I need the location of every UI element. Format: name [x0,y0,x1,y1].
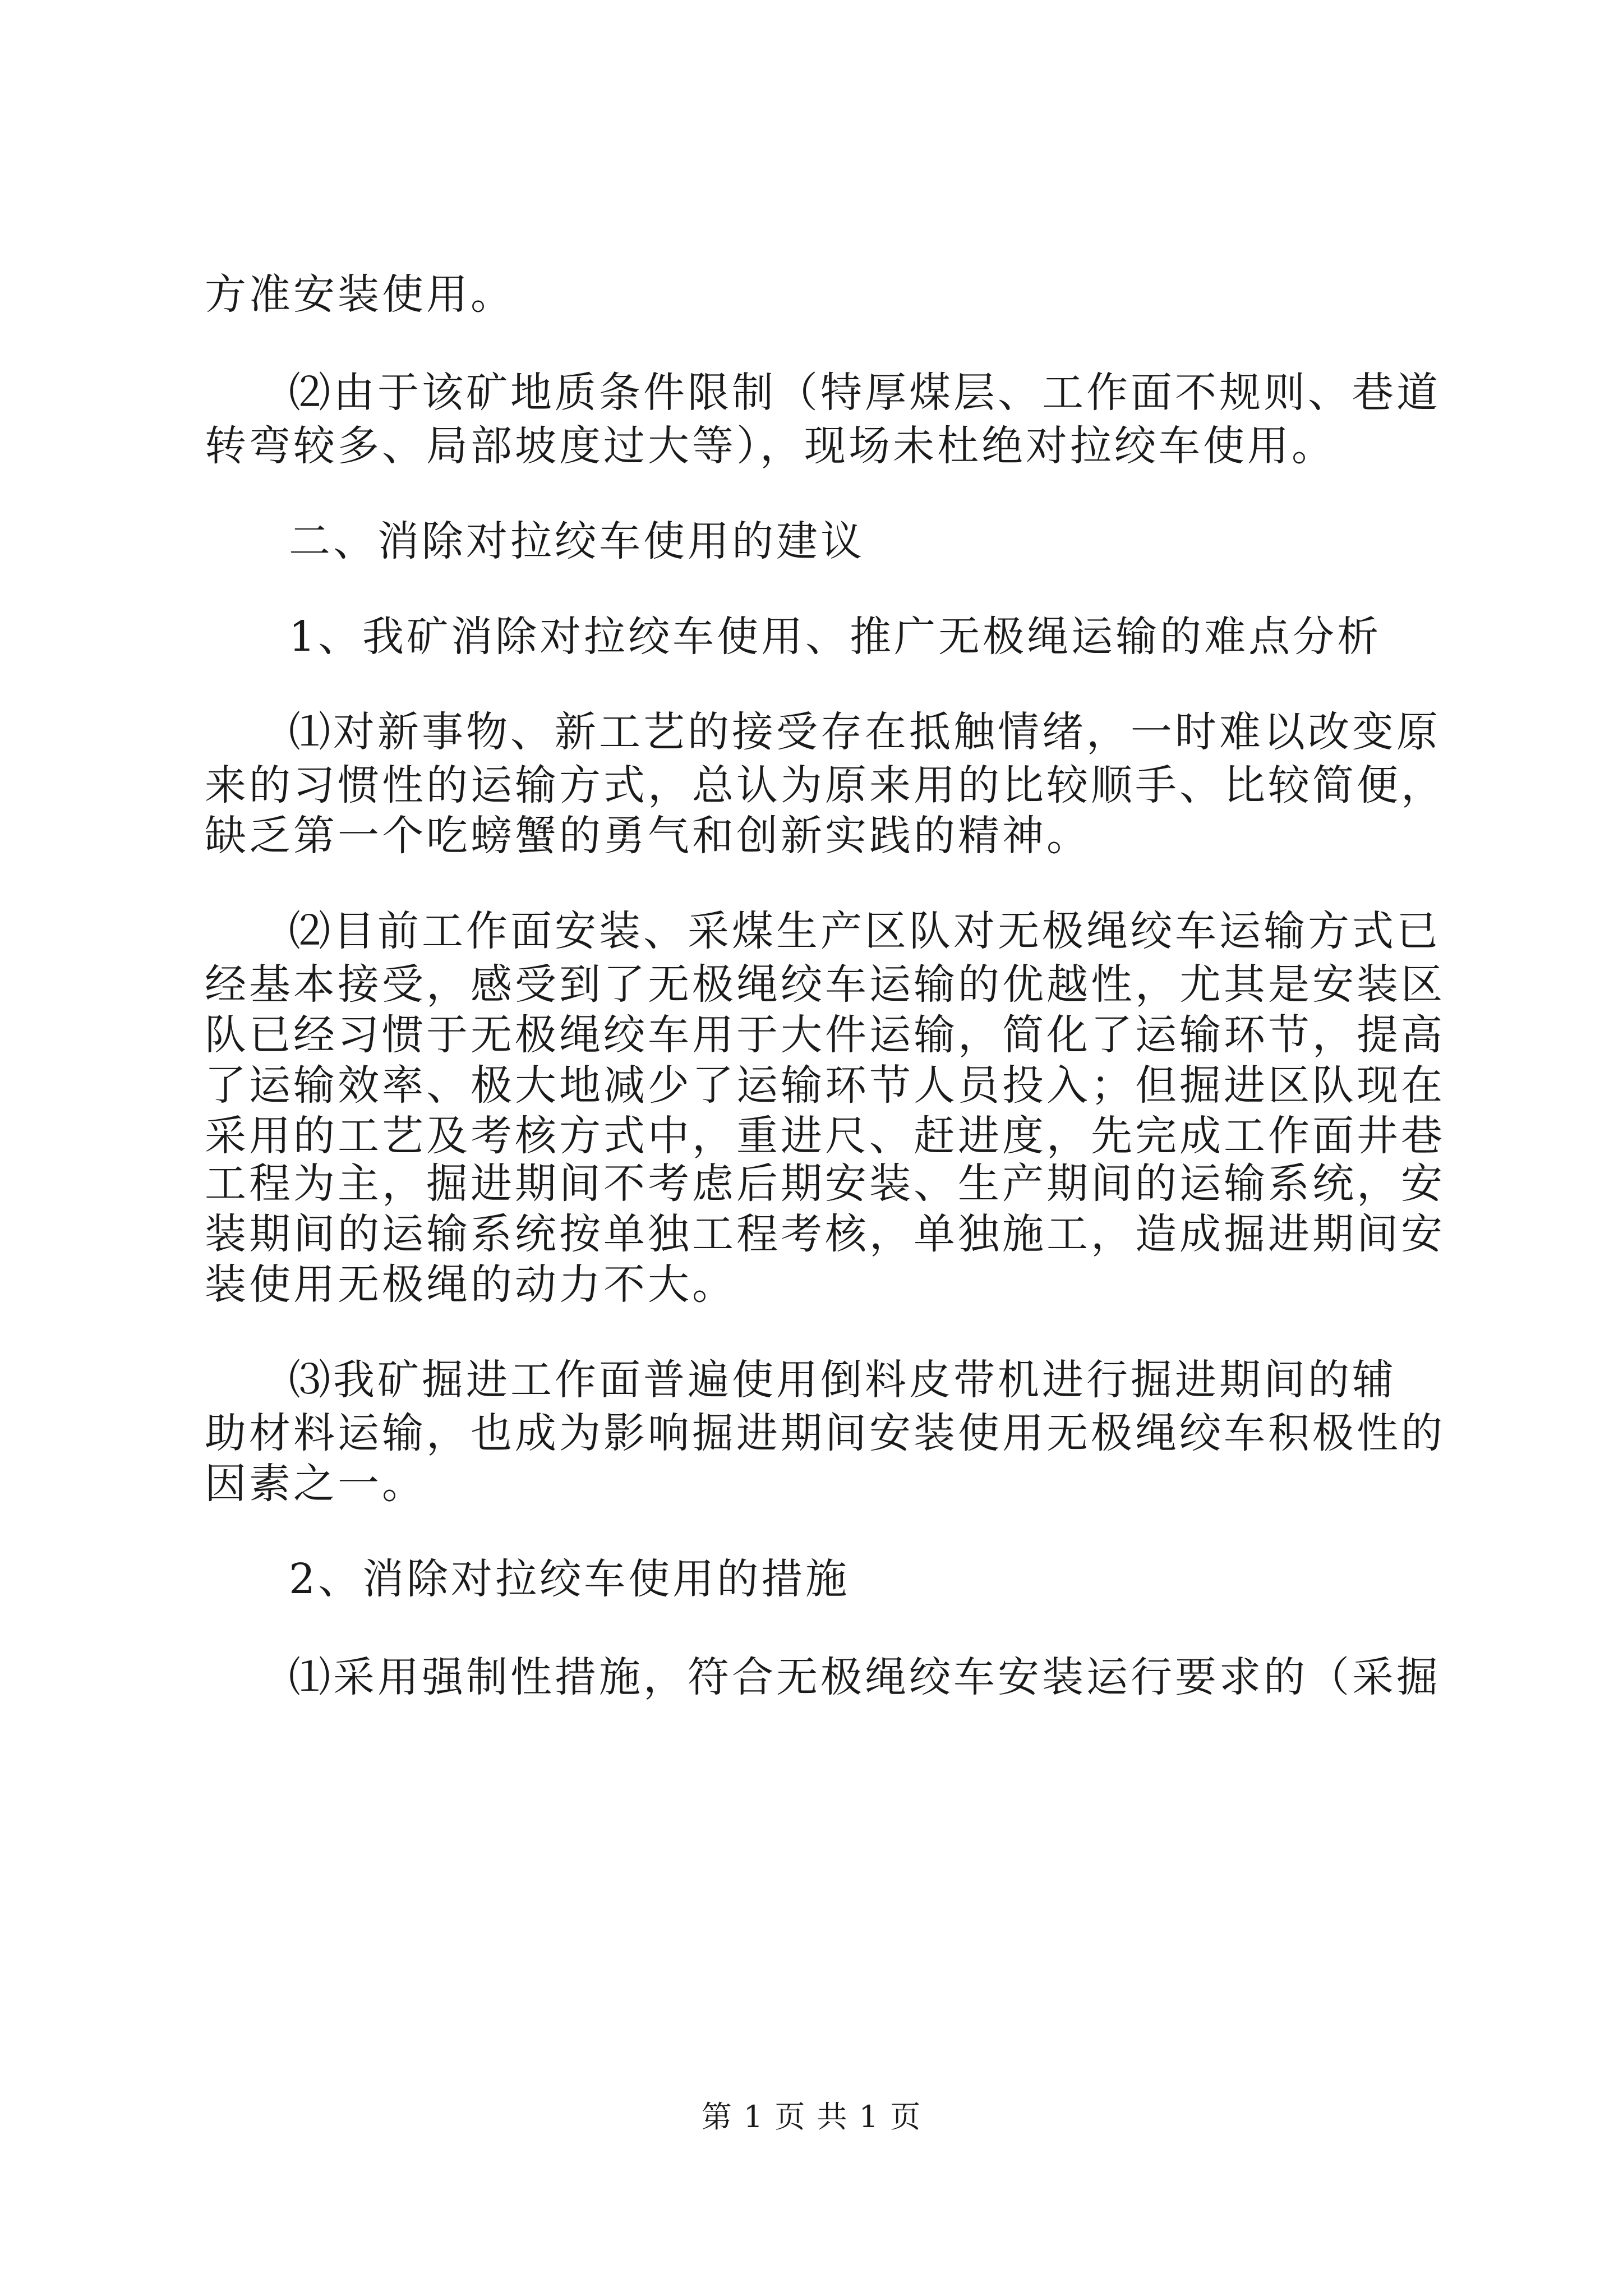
text-line: 装使用无极绳的动力不大。 [205,1260,736,1309]
text-line: 缺乏第一个吃螃蟹的勇气和创新实践的精神。 [205,812,1091,860]
section-heading: 二、消除对拉绞车使用的建议 [289,517,865,565]
text-line: 采用的工艺及考核方式中，重进尺、赶进度，先完成工作面井巷 [205,1112,1445,1160]
text-line: ⑵目前工作面安装、采煤生产区队对无极绳绞车运输方式已 [289,907,1441,955]
page-number-footer: 第 1 页 共 1 页 [701,2099,922,2134]
text-line: 了运输效率、极大地减少了运输环节人员投入；但掘进区队现在 [205,1061,1445,1110]
subsection-heading: 2、消除对拉绞车使用的措施 [289,1555,850,1603]
text-line: 工程为主，掘进期间不考虑后期安装、生产期间的运输系统，安 [205,1159,1445,1208]
text-line: 队已经习惯于无极绳绞车用于大件运输，简化了运输环节，提高 [205,1011,1445,1059]
text-line: ⑴采用强制性措施，符合无极绳绞车安装运行要求的（采掘 [289,1653,1441,1701]
text-line: ⑶我矿掘进工作面普遍使用倒料皮带机进行掘进期间的辅 [289,1356,1396,1404]
text-line: 经基本接受，感受到了无极绳绞车运输的优越性，尤其是安装区 [205,960,1445,1009]
subsection-heading: 1、我矿消除对拉绞车使用、推广无极绳运输的难点分析 [289,613,1382,661]
text-line: 转弯较多、局部坡度过大等），现场未杜绝对拉绞车使用。 [205,422,1336,470]
text-line: 装期间的运输系统按单独工程考核，单独施工，造成掘进期间安 [205,1210,1445,1258]
text-line: 方准安装使用。 [205,270,515,319]
text-line: 因素之一。 [205,1460,426,1508]
text-line: 助材料运输，也成为影响掘进期间安装使用无极绳绞车积极性的 [205,1409,1445,1457]
text-line: ⑴对新事物、新工艺的接受存在抵触情绪，一时难以改变原 [289,708,1441,756]
text-line: ⑵由于该矿地质条件限制（特厚煤层、工作面不规则、巷道 [289,369,1441,417]
text-line: 来的习惯性的运输方式，总认为原来用的比较顺手、比较简便， [205,761,1445,809]
